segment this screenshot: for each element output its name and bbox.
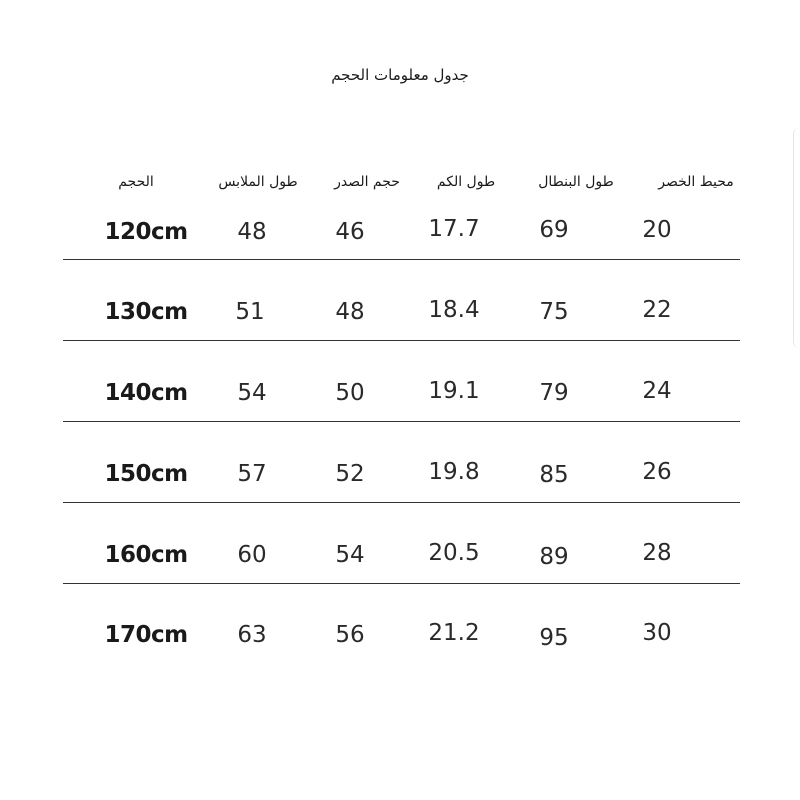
header-clothes-length: طول الملابس [218, 174, 298, 190]
size-cell: 170cm [104, 622, 188, 648]
waist-cell: 30 [642, 620, 672, 646]
row-divider [63, 259, 740, 260]
pants-length-cell: 79 [539, 380, 569, 406]
header-waist: محيط الخصر [658, 174, 734, 190]
size-cell: 120cm [104, 219, 188, 245]
pants-length-cell: 69 [539, 217, 569, 243]
edge-decoration [793, 128, 800, 348]
header-sleeve-length: طول الكم [436, 174, 496, 190]
size-cell: 160cm [104, 542, 188, 568]
pants-length-cell: 89 [539, 544, 569, 570]
waist-cell: 20 [642, 217, 672, 243]
clothes-length-cell: 63 [237, 622, 267, 648]
sleeve-length-cell: 19.1 [428, 378, 480, 404]
waist-cell: 26 [642, 459, 672, 485]
row-divider [63, 502, 740, 503]
size-cell: 140cm [104, 380, 188, 406]
sleeve-length-cell: 19.8 [428, 459, 480, 485]
pants-length-cell: 75 [539, 299, 569, 325]
sleeve-length-cell: 20.5 [428, 540, 480, 566]
clothes-length-cell: 51 [235, 299, 265, 325]
row-divider [63, 583, 740, 584]
waist-cell: 28 [642, 540, 672, 566]
sleeve-length-cell: 21.2 [428, 620, 480, 646]
clothes-length-cell: 54 [237, 380, 267, 406]
header-pants-length: طول البنطال [538, 174, 614, 190]
pants-length-cell: 95 [539, 625, 569, 651]
chest-size-cell: 48 [335, 299, 365, 325]
clothes-length-cell: 60 [237, 542, 267, 568]
sleeve-length-cell: 17.7 [428, 216, 480, 242]
size-cell: 130cm [104, 299, 188, 325]
chest-size-cell: 52 [335, 461, 365, 487]
waist-cell: 22 [642, 297, 672, 323]
clothes-length-cell: 48 [237, 219, 267, 245]
row-divider [63, 421, 740, 422]
chest-size-cell: 54 [335, 542, 365, 568]
row-divider [63, 340, 740, 341]
header-chest-size: حجم الصدر [334, 174, 400, 190]
sleeve-length-cell: 18.4 [428, 297, 480, 323]
chart-title: جدول معلومات الحجم [331, 66, 469, 84]
size-cell: 150cm [104, 461, 188, 487]
chest-size-cell: 50 [335, 380, 365, 406]
header-size: الحجم [118, 174, 154, 190]
chest-size-cell: 46 [335, 219, 365, 245]
waist-cell: 24 [642, 378, 672, 404]
chest-size-cell: 56 [335, 622, 365, 648]
pants-length-cell: 85 [539, 462, 569, 488]
clothes-length-cell: 57 [237, 461, 267, 487]
